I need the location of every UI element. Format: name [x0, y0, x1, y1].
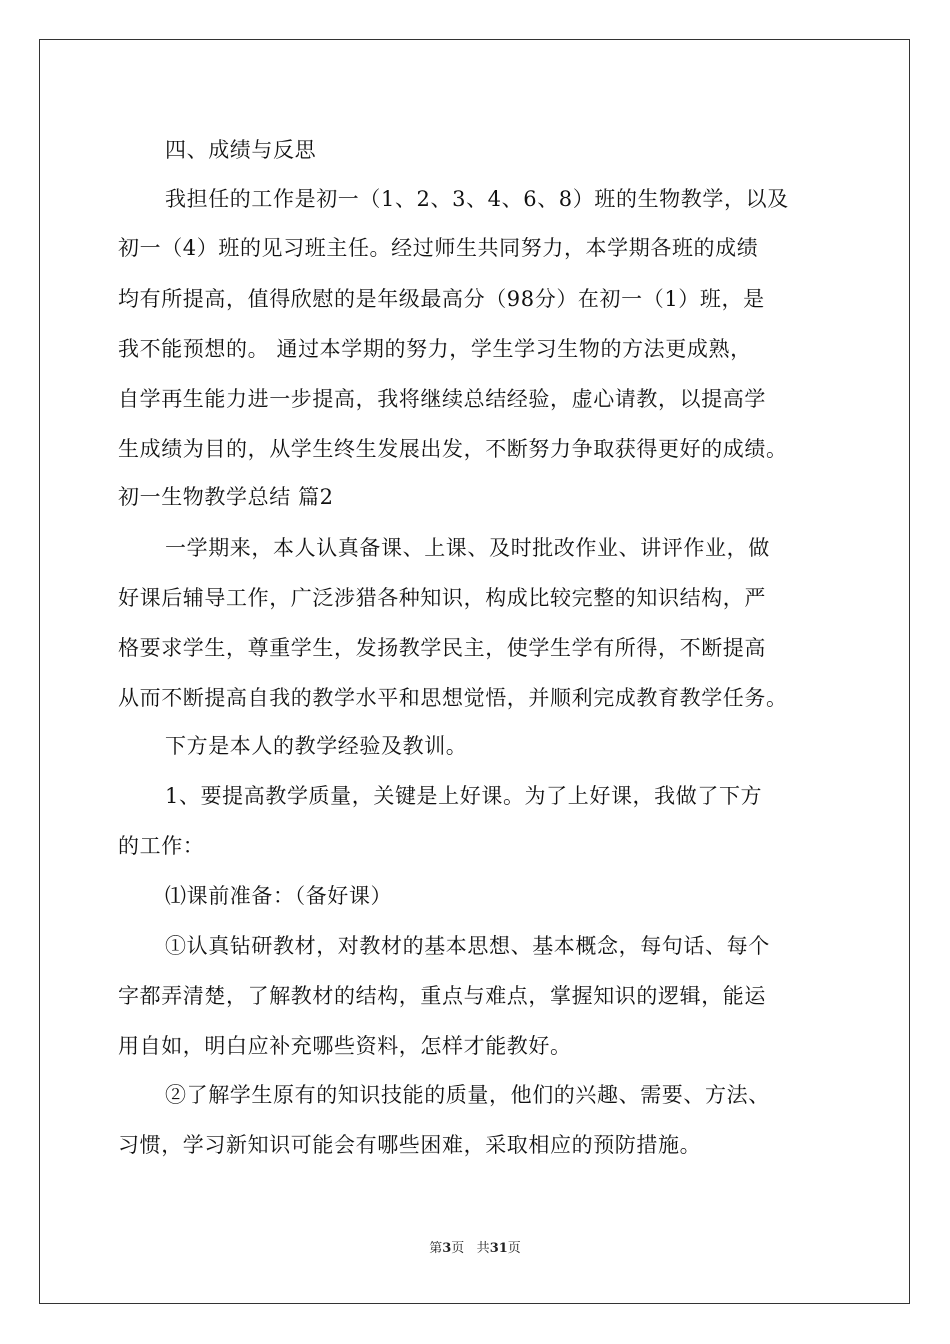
paragraph-line: 均有所提高，值得欣慰的是年级最高分（98分）在初一（1）班，是 — [118, 287, 765, 311]
paragraph-line: ②了解学生原有的知识技能的质量，他们的兴趣、需要、方法、 — [165, 1083, 770, 1107]
paragraph-line: 好课后辅导工作，广泛涉猎各种知识，构成比较完整的知识结构，严 — [118, 586, 766, 610]
paragraph-line: ①认真钻研教材，对教材的基本思想、基本概念，每句话、每个 — [165, 934, 770, 958]
paragraph-line: 我不能预想的。 通过本学期的努力，学生学习生物的方法更成熟， — [118, 337, 752, 361]
paragraph-line: 1、要提高教学质量，关键是上好课。为了上好课，我做了下方 — [165, 784, 763, 808]
paragraph-line: 格要求学生，尊重学生，发扬教学民主，使学生学有所得，不断提高 — [118, 636, 766, 660]
paragraph-line: 习惯，学习新知识可能会有哪些困难，采取相应的预防措施。 — [118, 1133, 702, 1157]
paragraph-line: 字都弄清楚，了解教材的结构，重点与难点，掌握知识的逻辑，能运 — [118, 984, 766, 1008]
page-total: 31 — [489, 1241, 508, 1256]
paragraph-line: 初一（4）班的见习班主任。经过师生共同努力，本学期各班的成绩 — [118, 236, 759, 260]
paragraph-line: 一学期来，本人认真备课、上课、及时批改作业、讲评作业，做 — [165, 536, 770, 560]
page-prefix: 第 — [429, 1241, 443, 1256]
page-border — [39, 39, 910, 1304]
paragraph-line: 自学再生能力进一步提高，我将继续总结经验，虚心请教，以提高学 — [118, 387, 766, 411]
paragraph-line: 用自如，明白应补充哪些资料，怎样才能教好。 — [118, 1034, 572, 1058]
page-unit: 页 — [451, 1241, 465, 1256]
total-prefix: 共 — [476, 1241, 490, 1256]
page-footer — [0, 1240, 950, 1258]
paragraph-line: 生成绩为目的，从学生终生发展出发，不断努力争取获得更好的成绩。 — [118, 437, 788, 461]
section-heading: 四、成绩与反思 — [165, 138, 317, 162]
paragraph-line: 我担任的工作是初一（1、2、3、4、6、8）班的生物教学，以及 — [165, 187, 789, 211]
paragraph-line: 从而不断提高自我的教学水平和思想觉悟，并顺利完成教育教学任务。 — [118, 686, 788, 710]
paragraph-line: 的工作： — [118, 834, 205, 858]
section-title: 初一生物教学总结 篇2 — [118, 485, 334, 509]
total-unit: 页 — [507, 1241, 521, 1256]
paragraph-line: 下方是本人的教学经验及教训。 — [165, 734, 468, 758]
page-current: 3 — [442, 1241, 452, 1256]
subheading: ⑴课前准备：（备好课） — [165, 884, 393, 908]
